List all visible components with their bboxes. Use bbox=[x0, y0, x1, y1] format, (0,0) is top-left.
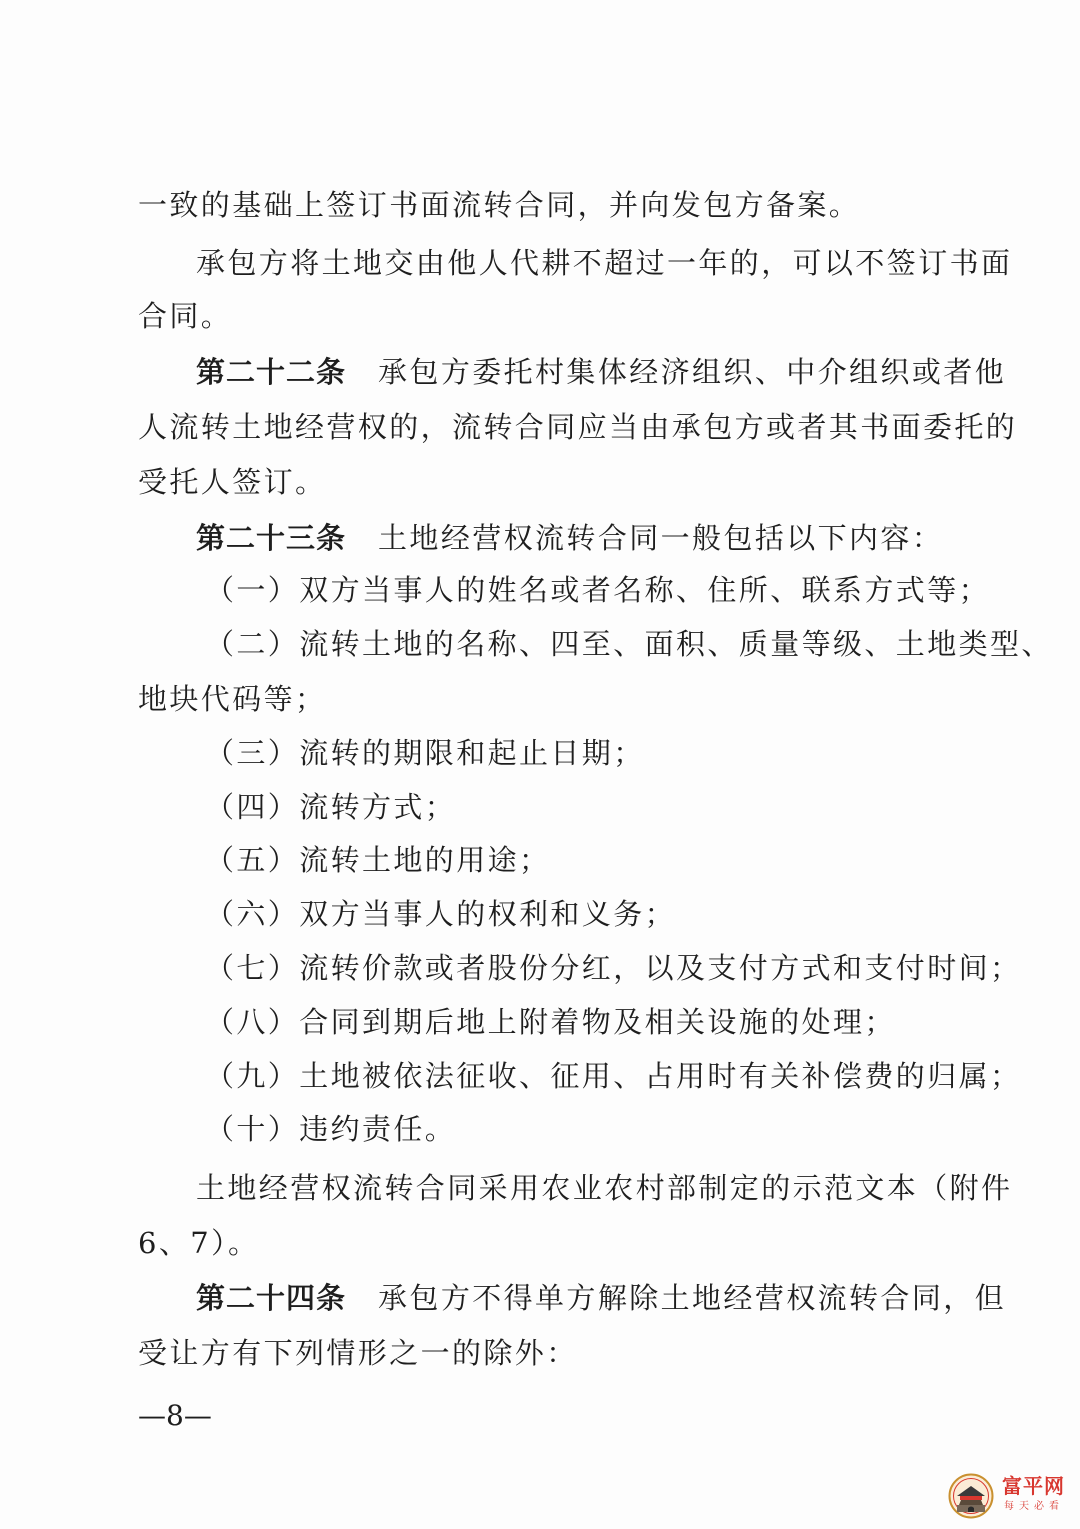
watermark bbox=[948, 1473, 1072, 1521]
list-item: （三）流转的期限和起止日期； bbox=[205, 736, 645, 770]
text-line: 受让方有下列情形之一的除外： bbox=[138, 1336, 578, 1370]
text-line: 6、7）。 bbox=[138, 1226, 260, 1260]
watermark-name: 富平网 bbox=[1002, 1474, 1065, 1498]
text-line: 地块代码等； bbox=[138, 682, 327, 716]
article-24-title: 第二十四条 bbox=[196, 1281, 347, 1315]
text-line: 土地经营权流转合同一般包括以下内容： bbox=[378, 521, 944, 555]
list-item: （九）土地被依法征收、征用、占用时有关补偿费的归属； bbox=[205, 1059, 1022, 1093]
watermark-slogan: 每天必看 bbox=[1004, 1501, 1064, 1512]
text-line: 合同。 bbox=[138, 299, 233, 333]
list-item: （十）违约责任。 bbox=[205, 1112, 457, 1146]
list-item: （四）流转方式； bbox=[205, 790, 457, 824]
text-line: 受托人签订。 bbox=[138, 465, 327, 499]
list-item: （七）流转价款或者股份分红，以及支付方式和支付时间； bbox=[205, 951, 1022, 985]
list-item: （一）双方当事人的姓名或者名称、住所、联系方式等； bbox=[205, 573, 991, 607]
page-number: —8— bbox=[138, 1399, 212, 1432]
list-item: （五）流转土地的用途； bbox=[205, 843, 551, 877]
article-22-title: 第二十二条 bbox=[196, 355, 347, 389]
city-gate-logo-icon bbox=[948, 1473, 994, 1519]
article-24-paragraph bbox=[196, 1278, 1006, 1318]
article-23-title: 第二十三条 bbox=[196, 521, 347, 555]
article-22-paragraph bbox=[196, 352, 1006, 392]
text-line: 承包方不得单方解除土地经营权流转合同，但 bbox=[378, 1281, 1007, 1315]
text-line: 一致的基础上签订书面流转合同，并向发包方备案。 bbox=[138, 188, 861, 222]
article-23-paragraph bbox=[196, 518, 943, 558]
text-line: 承包方将土地交由他人代耕不超过一年的，可以不签订书面 bbox=[196, 246, 1013, 280]
list-item: （二）流转土地的名称、四至、面积、质量等级、土地类型、 bbox=[205, 627, 1053, 661]
list-item: （六）双方当事人的权利和义务； bbox=[205, 897, 677, 931]
list-item: （八）合同到期后地上附着物及相关设施的处理； bbox=[205, 1005, 896, 1039]
text-line: 土地经营权流转合同采用农业农村部制定的示范文本（附件 bbox=[196, 1171, 1013, 1205]
text-line: 承包方委托村集体经济组织、中介组织或者他 bbox=[378, 355, 1007, 389]
text-line: 人流转土地经营权的，流转合同应当由承包方或者其书面委托的 bbox=[138, 410, 1018, 444]
